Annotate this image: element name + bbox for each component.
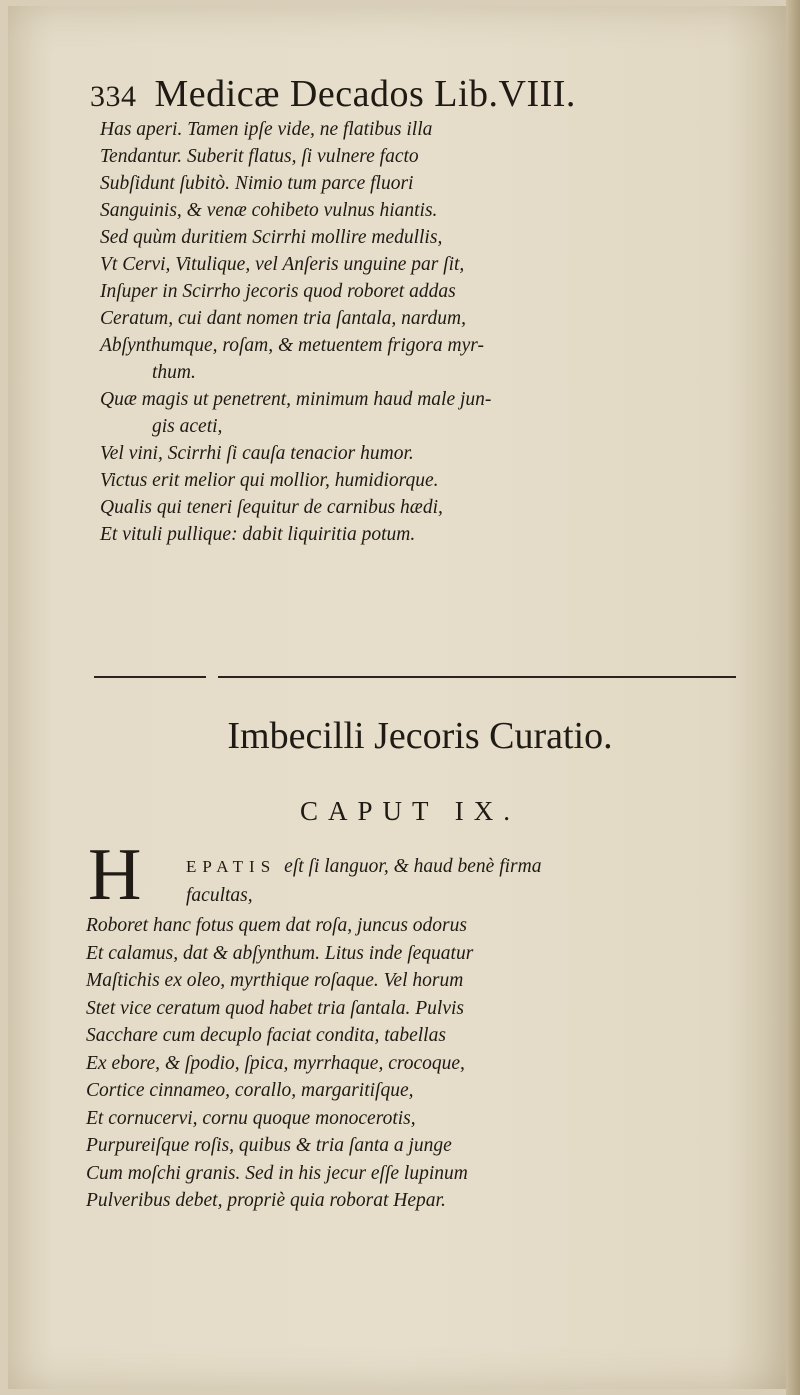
running-header	[90, 72, 690, 122]
verse-line: Maſtichis ex oleo, myrthique roſaque. Vel horum	[86, 970, 464, 991]
verse-line: Vt Cervi, Vitulique, vel Anſeris unguine par ſit,	[100, 254, 465, 275]
page-edge	[786, 0, 800, 1395]
drop-cap: H	[88, 834, 142, 916]
verse-top	[100, 116, 750, 548]
verse-line: Qualis qui teneri ſequitur de carnibus hædi,	[100, 497, 443, 518]
verse-line: Stet vice ceratum quod habet tria ſantala. Pulvis	[86, 997, 465, 1019]
verse-line: Et vituli pullique: dabit liquiritia potum.	[100, 524, 416, 545]
verse-line: Pulveribus debet, propriè quia roborat Hepar.	[86, 1190, 446, 1211]
verse-line: Has aperi. Tamen ipſe vide, ne flatibus illa	[100, 119, 433, 140]
verse-line: Subſidunt ſubitò. Nimio tum parce fluori	[100, 173, 414, 194]
verse-line-continuation: gis aceti,	[152, 416, 223, 437]
verse-bottom	[86, 912, 746, 1215]
verse-line: Cum moſchi granis. Sed in his jecur eſſe lupinum	[86, 1162, 468, 1184]
verse-line: Cortice cinnameo, corallo, margaritiſque,	[86, 1080, 414, 1101]
verse-line: Inſuper in Scirrho jecoris quod roboret addas	[100, 281, 456, 302]
section-rule-left	[94, 676, 206, 678]
section-rule-right	[218, 676, 736, 678]
running-title: Medicæ Decados Lib.VIII.	[154, 73, 576, 115]
verse-line: Roboret hanc fotus quem dat roſa, juncus odorus	[86, 915, 467, 936]
verse-line: Abſynthumque, roſam, & metuentem frigora myr-	[100, 335, 484, 356]
verse-line: Et cornucervi, cornu quoque monocerotis,	[86, 1107, 416, 1129]
page-number: 334	[90, 80, 137, 113]
verse-line-continuation: thum.	[152, 362, 196, 383]
first-line-rest: eſt ſi languor, & haud benè firma	[284, 856, 542, 877]
verse-line: Quæ magis ut penetrent, minimum haud male jun-	[100, 389, 492, 410]
verse-line: Vel vini, Scirrhi ſi cauſa tenacior humor.	[100, 443, 414, 464]
section-title: Imbecilli Jecoris Curatio.	[227, 715, 613, 757]
second-line: facultas,	[186, 885, 253, 906]
first-word-smallcaps: EPATIS	[186, 857, 277, 876]
verse-line: Victus erit melior qui mollior, humidiorque.	[100, 470, 439, 491]
verse-line: Sed quùm duritiem Scirrhi mollire medullis,	[100, 227, 443, 248]
verse-line: Sacchare cum decuplo faciat condita, tabellas	[86, 1025, 446, 1046]
verse-line: Tendantur. Suberit flatus, ſi vulnere facto	[100, 146, 419, 167]
first-line	[186, 856, 541, 878]
verse-line: Et calamus, dat & abſynthum. Litus inde ſequatur	[86, 942, 474, 964]
verse-line: Sanguinis, & venæ cohibeto vulnus hiantis.	[100, 200, 438, 221]
verse-line: Ex ebore, & ſpodio, ſpica, myrrhaque, crocoque,	[86, 1052, 465, 1074]
chapter-heading: CAPUT IX.	[299, 796, 521, 826]
verse-line: Purpureiſque roſis, quibus & tria ſanta a junge	[86, 1135, 452, 1156]
verse-line: Ceratum, cui dant nomen tria ſantala, nardum,	[100, 308, 466, 329]
